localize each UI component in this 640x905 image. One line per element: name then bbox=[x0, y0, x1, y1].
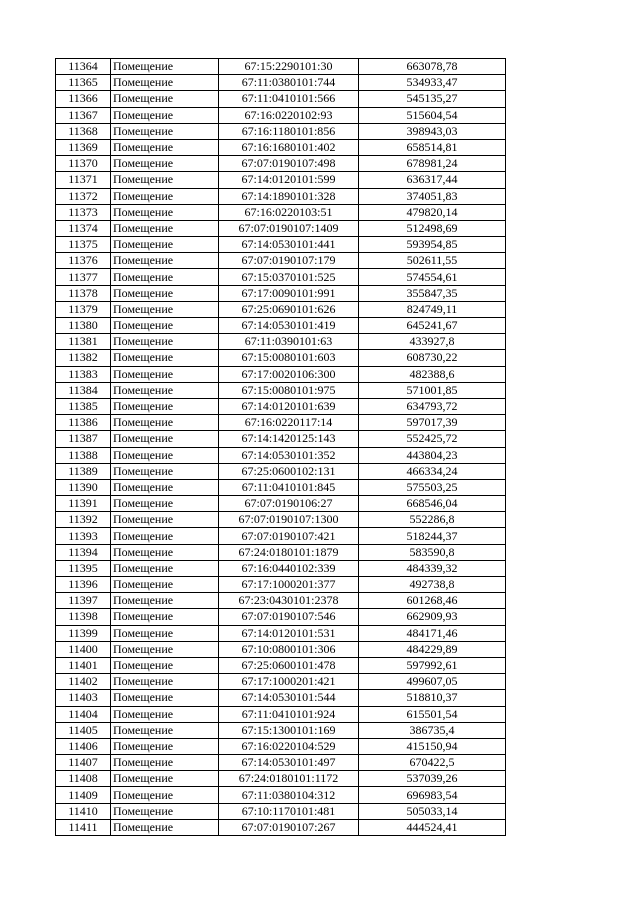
table-row bbox=[56, 479, 506, 495]
value-cell: 574554,61 bbox=[359, 269, 506, 285]
object-type-cell: Помещение bbox=[111, 722, 219, 738]
row-number-cell: 11402 bbox=[56, 674, 111, 690]
cadastral-number-cell: 67:11:0410101:566 bbox=[219, 91, 359, 107]
table-row bbox=[56, 625, 506, 641]
cadastral-number-cell: 67:17:1000201:421 bbox=[219, 674, 359, 690]
cadastral-number-cell: 67:07:0190107:498 bbox=[219, 156, 359, 172]
object-type-cell: Помещение bbox=[111, 641, 219, 657]
row-number-cell: 11372 bbox=[56, 188, 111, 204]
table-row bbox=[56, 771, 506, 787]
cadastral-number-cell: 67:14:0120101:531 bbox=[219, 625, 359, 641]
table-row bbox=[56, 755, 506, 771]
value-cell: 518244,37 bbox=[359, 528, 506, 544]
value-cell: 537039,26 bbox=[359, 771, 506, 787]
value-cell: 534933,47 bbox=[359, 75, 506, 91]
table-row bbox=[56, 674, 506, 690]
table-row bbox=[56, 269, 506, 285]
cadastral-number-cell: 67:07:0190107:546 bbox=[219, 609, 359, 625]
value-cell: 663078,78 bbox=[359, 59, 506, 75]
value-cell: 608730,22 bbox=[359, 350, 506, 366]
value-cell: 696983,54 bbox=[359, 787, 506, 803]
value-cell: 518810,37 bbox=[359, 690, 506, 706]
object-type-cell: Помещение bbox=[111, 204, 219, 220]
row-number-cell: 11366 bbox=[56, 91, 111, 107]
object-type-cell: Помещение bbox=[111, 447, 219, 463]
table-row bbox=[56, 496, 506, 512]
object-type-cell: Помещение bbox=[111, 755, 219, 771]
row-number-cell: 11390 bbox=[56, 479, 111, 495]
value-cell: 636317,44 bbox=[359, 172, 506, 188]
value-cell: 374051,83 bbox=[359, 188, 506, 204]
table-row bbox=[56, 787, 506, 803]
row-number-cell: 11386 bbox=[56, 415, 111, 431]
value-cell: 645241,67 bbox=[359, 318, 506, 334]
row-number-cell: 11383 bbox=[56, 366, 111, 382]
row-number-cell: 11368 bbox=[56, 123, 111, 139]
cadastral-number-cell: 67:17:0020106:300 bbox=[219, 366, 359, 382]
object-type-cell: Помещение bbox=[111, 544, 219, 560]
table-row bbox=[56, 188, 506, 204]
object-type-cell: Помещение bbox=[111, 771, 219, 787]
table-row bbox=[56, 220, 506, 236]
row-number-cell: 11365 bbox=[56, 75, 111, 91]
object-type-cell: Помещение bbox=[111, 625, 219, 641]
object-type-cell: Помещение bbox=[111, 674, 219, 690]
table-row bbox=[56, 318, 506, 334]
row-number-cell: 11389 bbox=[56, 463, 111, 479]
table-row bbox=[56, 431, 506, 447]
row-number-cell: 11369 bbox=[56, 139, 111, 155]
table-row bbox=[56, 253, 506, 269]
table-row bbox=[56, 593, 506, 609]
table-row bbox=[56, 463, 506, 479]
object-type-cell: Помещение bbox=[111, 334, 219, 350]
row-number-cell: 11364 bbox=[56, 59, 111, 75]
object-type-cell: Помещение bbox=[111, 59, 219, 75]
value-cell: 479820,14 bbox=[359, 204, 506, 220]
table-row bbox=[56, 156, 506, 172]
row-number-cell: 11371 bbox=[56, 172, 111, 188]
cadastral-number-cell: 67:17:0090101:991 bbox=[219, 285, 359, 301]
value-cell: 545135,27 bbox=[359, 91, 506, 107]
cadastral-number-cell: 67:14:0530101:352 bbox=[219, 447, 359, 463]
cadastral-number-cell: 67:24:0180101:1172 bbox=[219, 771, 359, 787]
table-row bbox=[56, 803, 506, 819]
cadastral-number-cell: 67:16:0440102:339 bbox=[219, 560, 359, 576]
row-number-cell: 11393 bbox=[56, 528, 111, 544]
object-type-cell: Помещение bbox=[111, 609, 219, 625]
table-row bbox=[56, 237, 506, 253]
cadastral-number-cell: 67:25:0600101:478 bbox=[219, 657, 359, 673]
value-cell: 593954,85 bbox=[359, 237, 506, 253]
object-type-cell: Помещение bbox=[111, 75, 219, 91]
value-cell: 466334,24 bbox=[359, 463, 506, 479]
table-row bbox=[56, 204, 506, 220]
cadastral-number-cell: 67:14:0530101:441 bbox=[219, 237, 359, 253]
row-number-cell: 11399 bbox=[56, 625, 111, 641]
object-type-cell: Помещение bbox=[111, 657, 219, 673]
value-cell: 512498,69 bbox=[359, 220, 506, 236]
value-cell: 571001,85 bbox=[359, 382, 506, 398]
object-type-cell: Помещение bbox=[111, 690, 219, 706]
cadastral-number-cell: 67:24:0180101:1879 bbox=[219, 544, 359, 560]
object-type-cell: Помещение bbox=[111, 706, 219, 722]
object-type-cell: Помещение bbox=[111, 512, 219, 528]
value-cell: 634793,72 bbox=[359, 398, 506, 414]
value-cell: 484339,32 bbox=[359, 560, 506, 576]
cadastral-number-cell: 67:15:1300101:169 bbox=[219, 722, 359, 738]
value-cell: 575503,25 bbox=[359, 479, 506, 495]
row-number-cell: 11408 bbox=[56, 771, 111, 787]
object-type-cell: Помещение bbox=[111, 431, 219, 447]
value-cell: 824749,11 bbox=[359, 301, 506, 317]
value-cell: 552286,8 bbox=[359, 512, 506, 528]
row-number-cell: 11406 bbox=[56, 738, 111, 754]
row-number-cell: 11411 bbox=[56, 819, 111, 835]
object-type-cell: Помещение bbox=[111, 318, 219, 334]
table-row bbox=[56, 59, 506, 75]
table-row bbox=[56, 447, 506, 463]
object-type-cell: Помещение bbox=[111, 366, 219, 382]
cadastral-number-cell: 67:14:1420125:143 bbox=[219, 431, 359, 447]
table-row bbox=[56, 544, 506, 560]
table-row bbox=[56, 334, 506, 350]
object-type-cell: Помещение bbox=[111, 593, 219, 609]
cadastral-number-cell: 67:07:0190107:1300 bbox=[219, 512, 359, 528]
cadastral-number-cell: 67:14:0530101:544 bbox=[219, 690, 359, 706]
cadastral-number-cell: 67:16:0220104:529 bbox=[219, 738, 359, 754]
value-cell: 505033,14 bbox=[359, 803, 506, 819]
row-number-cell: 11398 bbox=[56, 609, 111, 625]
row-number-cell: 11384 bbox=[56, 382, 111, 398]
object-type-cell: Помещение bbox=[111, 463, 219, 479]
value-cell: 415150,94 bbox=[359, 738, 506, 754]
value-cell: 386735,4 bbox=[359, 722, 506, 738]
object-type-cell: Помещение bbox=[111, 188, 219, 204]
value-cell: 355847,35 bbox=[359, 285, 506, 301]
row-number-cell: 11373 bbox=[56, 204, 111, 220]
cadastral-number-cell: 67:07:0190107:1409 bbox=[219, 220, 359, 236]
object-type-cell: Помещение bbox=[111, 269, 219, 285]
value-cell: 597992,61 bbox=[359, 657, 506, 673]
object-type-cell: Помещение bbox=[111, 415, 219, 431]
cadastral-number-cell: 67:16:1180101:856 bbox=[219, 123, 359, 139]
table-row bbox=[56, 107, 506, 123]
row-number-cell: 11387 bbox=[56, 431, 111, 447]
table-row bbox=[56, 690, 506, 706]
table-row bbox=[56, 350, 506, 366]
object-type-cell: Помещение bbox=[111, 528, 219, 544]
value-cell: 499607,05 bbox=[359, 674, 506, 690]
value-cell: 583590,8 bbox=[359, 544, 506, 560]
table-row bbox=[56, 512, 506, 528]
table-row bbox=[56, 398, 506, 414]
row-number-cell: 11394 bbox=[56, 544, 111, 560]
value-cell: 678981,24 bbox=[359, 156, 506, 172]
value-cell: 502611,55 bbox=[359, 253, 506, 269]
row-number-cell: 11375 bbox=[56, 237, 111, 253]
row-number-cell: 11407 bbox=[56, 755, 111, 771]
value-cell: 601268,46 bbox=[359, 593, 506, 609]
row-number-cell: 11379 bbox=[56, 301, 111, 317]
cadastral-number-cell: 67:25:0600102:131 bbox=[219, 463, 359, 479]
cadastral-number-cell: 67:11:0410101:924 bbox=[219, 706, 359, 722]
row-number-cell: 11388 bbox=[56, 447, 111, 463]
object-type-cell: Помещение bbox=[111, 803, 219, 819]
row-number-cell: 11376 bbox=[56, 253, 111, 269]
cadastral-number-cell: 67:11:0410101:845 bbox=[219, 479, 359, 495]
row-number-cell: 11382 bbox=[56, 350, 111, 366]
cadastral-number-cell: 67:25:0690101:626 bbox=[219, 301, 359, 317]
cadastral-number-cell: 67:15:0080101:603 bbox=[219, 350, 359, 366]
object-type-cell: Помещение bbox=[111, 91, 219, 107]
table-row bbox=[56, 528, 506, 544]
table-row bbox=[56, 738, 506, 754]
cadastral-number-cell: 67:23:0430101:2378 bbox=[219, 593, 359, 609]
cadastral-number-cell: 67:15:2290101:30 bbox=[219, 59, 359, 75]
value-cell: 615501,54 bbox=[359, 706, 506, 722]
object-type-cell: Помещение bbox=[111, 382, 219, 398]
row-number-cell: 11404 bbox=[56, 706, 111, 722]
object-type-cell: Помещение bbox=[111, 253, 219, 269]
value-cell: 670422,5 bbox=[359, 755, 506, 771]
table-row bbox=[56, 75, 506, 91]
row-number-cell: 11377 bbox=[56, 269, 111, 285]
object-type-cell: Помещение bbox=[111, 172, 219, 188]
table-row bbox=[56, 366, 506, 382]
value-cell: 492738,8 bbox=[359, 577, 506, 593]
object-type-cell: Помещение bbox=[111, 819, 219, 835]
table-row bbox=[56, 301, 506, 317]
object-type-cell: Помещение bbox=[111, 496, 219, 512]
object-type-cell: Помещение bbox=[111, 156, 219, 172]
row-number-cell: 11396 bbox=[56, 577, 111, 593]
row-number-cell: 11391 bbox=[56, 496, 111, 512]
cadastral-number-cell: 67:14:0530101:419 bbox=[219, 318, 359, 334]
object-type-cell: Помещение bbox=[111, 350, 219, 366]
cadastral-number-cell: 67:15:0370101:525 bbox=[219, 269, 359, 285]
table-row bbox=[56, 560, 506, 576]
cadastral-number-cell: 67:07:0190107:267 bbox=[219, 819, 359, 835]
table-row bbox=[56, 123, 506, 139]
object-type-cell: Помещение bbox=[111, 123, 219, 139]
object-type-cell: Помещение bbox=[111, 107, 219, 123]
row-number-cell: 11410 bbox=[56, 803, 111, 819]
table-row bbox=[56, 706, 506, 722]
table-row bbox=[56, 577, 506, 593]
value-cell: 515604,54 bbox=[359, 107, 506, 123]
table-row bbox=[56, 139, 506, 155]
value-cell: 662909,93 bbox=[359, 609, 506, 625]
value-cell: 552425,72 bbox=[359, 431, 506, 447]
table-row bbox=[56, 722, 506, 738]
table-row bbox=[56, 415, 506, 431]
value-cell: 658514,81 bbox=[359, 139, 506, 155]
object-type-cell: Помещение bbox=[111, 577, 219, 593]
object-type-cell: Помещение bbox=[111, 301, 219, 317]
object-type-cell: Помещение bbox=[111, 237, 219, 253]
cadastral-number-cell: 67:16:0220117:14 bbox=[219, 415, 359, 431]
value-cell: 484229,89 bbox=[359, 641, 506, 657]
cadastral-number-cell: 67:15:0080101:975 bbox=[219, 382, 359, 398]
cadastral-number-cell: 67:16:1680101:402 bbox=[219, 139, 359, 155]
value-cell: 668546,04 bbox=[359, 496, 506, 512]
row-number-cell: 11401 bbox=[56, 657, 111, 673]
row-number-cell: 11367 bbox=[56, 107, 111, 123]
table-row bbox=[56, 382, 506, 398]
cadastral-number-cell: 67:17:1000201:377 bbox=[219, 577, 359, 593]
table-row bbox=[56, 285, 506, 301]
cadastral-number-cell: 67:07:0190107:421 bbox=[219, 528, 359, 544]
cadastral-number-cell: 67:11:0390101:63 bbox=[219, 334, 359, 350]
object-type-cell: Помещение bbox=[111, 738, 219, 754]
table-body bbox=[56, 59, 506, 836]
value-cell: 433927,8 bbox=[359, 334, 506, 350]
cadastral-number-cell: 67:07:0190106:27 bbox=[219, 496, 359, 512]
object-type-cell: Помещение bbox=[111, 398, 219, 414]
value-cell: 398943,03 bbox=[359, 123, 506, 139]
cadastral-number-cell: 67:10:0800101:306 bbox=[219, 641, 359, 657]
row-number-cell: 11397 bbox=[56, 593, 111, 609]
row-number-cell: 11392 bbox=[56, 512, 111, 528]
object-type-cell: Помещение bbox=[111, 285, 219, 301]
value-cell: 597017,39 bbox=[359, 415, 506, 431]
object-type-cell: Помещение bbox=[111, 139, 219, 155]
value-cell: 484171,46 bbox=[359, 625, 506, 641]
object-type-cell: Помещение bbox=[111, 560, 219, 576]
row-number-cell: 11381 bbox=[56, 334, 111, 350]
table-row bbox=[56, 657, 506, 673]
table-row bbox=[56, 91, 506, 107]
row-number-cell: 11378 bbox=[56, 285, 111, 301]
row-number-cell: 11400 bbox=[56, 641, 111, 657]
cadastral-number-cell: 67:11:0380101:744 bbox=[219, 75, 359, 91]
cadastral-number-cell: 67:14:0530101:497 bbox=[219, 755, 359, 771]
object-type-cell: Помещение bbox=[111, 220, 219, 236]
cadastral-number-cell: 67:07:0190107:179 bbox=[219, 253, 359, 269]
table-row bbox=[56, 819, 506, 835]
value-cell: 482388,6 bbox=[359, 366, 506, 382]
row-number-cell: 11380 bbox=[56, 318, 111, 334]
cadastral-number-cell: 67:14:1890101:328 bbox=[219, 188, 359, 204]
row-number-cell: 11405 bbox=[56, 722, 111, 738]
cadastral-number-cell: 67:14:0120101:639 bbox=[219, 398, 359, 414]
property-table bbox=[55, 58, 506, 836]
table-row bbox=[56, 172, 506, 188]
object-type-cell: Помещение bbox=[111, 787, 219, 803]
row-number-cell: 11370 bbox=[56, 156, 111, 172]
cadastral-number-cell: 67:10:1170101:481 bbox=[219, 803, 359, 819]
row-number-cell: 11385 bbox=[56, 398, 111, 414]
value-cell: 444524,41 bbox=[359, 819, 506, 835]
cadastral-number-cell: 67:14:0120101:599 bbox=[219, 172, 359, 188]
row-number-cell: 11374 bbox=[56, 220, 111, 236]
object-type-cell: Помещение bbox=[111, 479, 219, 495]
cadastral-number-cell: 67:16:0220102:93 bbox=[219, 107, 359, 123]
table-row bbox=[56, 641, 506, 657]
value-cell: 443804,23 bbox=[359, 447, 506, 463]
cadastral-number-cell: 67:16:0220103:51 bbox=[219, 204, 359, 220]
row-number-cell: 11409 bbox=[56, 787, 111, 803]
cadastral-number-cell: 67:11:0380104:312 bbox=[219, 787, 359, 803]
row-number-cell: 11395 bbox=[56, 560, 111, 576]
table-row bbox=[56, 609, 506, 625]
row-number-cell: 11403 bbox=[56, 690, 111, 706]
